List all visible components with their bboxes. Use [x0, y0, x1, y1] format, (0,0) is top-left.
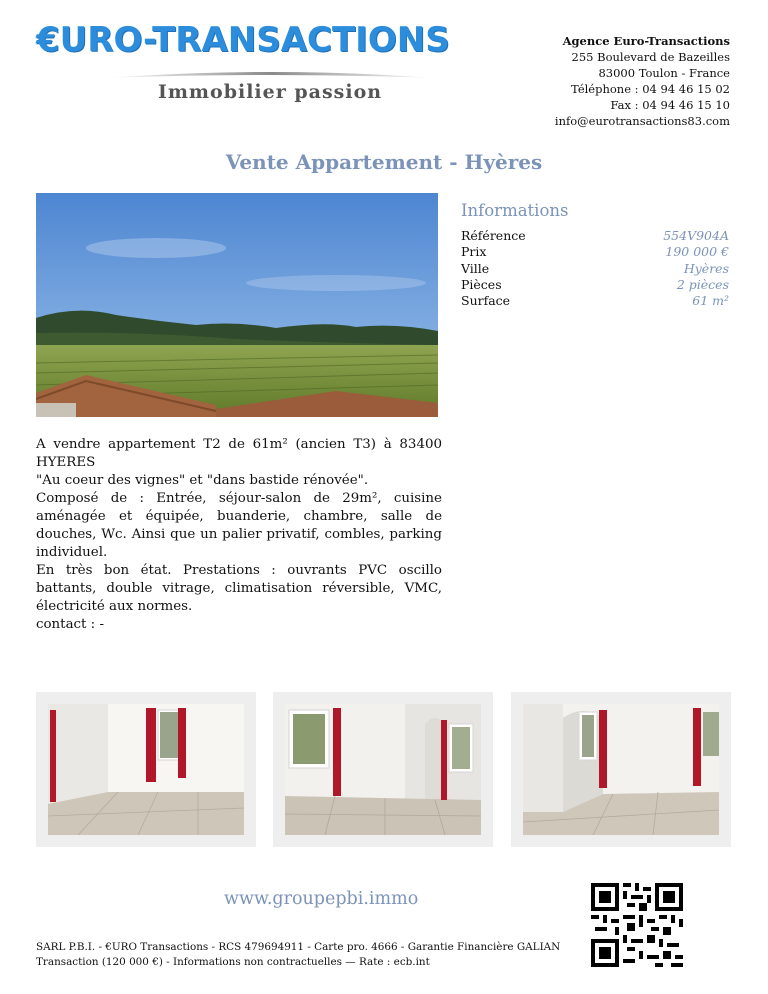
info-row-reference: [461, 228, 729, 244]
agency-contact-block: [470, 33, 730, 129]
info-value: 190 000 €: [665, 244, 729, 260]
qr-code-icon: [591, 883, 683, 967]
room-photo-thumbnail-2[interactable]: [273, 692, 493, 847]
description-paragraph: contact : -: [36, 617, 104, 632]
description-paragraph: "Au coeur des vignes" et "dans bastide rénovée".: [36, 473, 369, 488]
footer-line2: Transaction (120 000 €) - Informations non contractuelles — Rate : ecb.int: [36, 956, 430, 968]
room-photo-thumbnail-3[interactable]: [511, 692, 731, 847]
info-row-rooms: [461, 277, 729, 293]
info-label: Ville: [461, 260, 490, 276]
info-value: 61 m²: [692, 293, 729, 309]
description-paragraph: A vendre appartement T2 de 61m² (ancien T3) à 83400 HYERES: [36, 437, 442, 470]
info-row-price: [461, 244, 729, 260]
room-photo-image: [285, 704, 481, 835]
info-value: 554V904A: [663, 228, 729, 243]
room-photo-image: [523, 704, 719, 835]
logo-tagline: Immobilier passion: [157, 81, 383, 103]
informations-table: [461, 228, 729, 309]
info-row-city: [461, 261, 729, 277]
info-label: Pièces: [461, 276, 502, 292]
info-label: Référence: [461, 228, 526, 243]
agency-fax: Fax : 04 94 46 15 10: [610, 98, 730, 112]
agency-address-line2: 83000 Toulon - France: [598, 66, 730, 80]
footer-line1: SARL P.B.I. - €URO Transactions - RCS 479694911 - Carte pro. 4666 - Garantie Financière GALIAN: [36, 941, 561, 953]
main-property-photo: [36, 193, 438, 417]
info-value: Hyères: [683, 260, 729, 276]
info-row-surface: [461, 293, 729, 309]
agency-email[interactable]: info@eurotransactions83.com: [554, 114, 730, 128]
description-paragraph: En très bon état. Prestations : ouvrants PVC oscillo battants, double vitrage, climatisation réversible, VMC, électricité aux normes.: [36, 563, 442, 614]
info-label: Prix: [461, 244, 487, 260]
company-logo: [36, 18, 502, 110]
agency-address-line1: 255 Boulevard de Bazeilles: [571, 50, 730, 64]
listing-title: Vente Appartement - Hyères: [225, 150, 543, 174]
info-value: 2 pièces: [676, 276, 729, 292]
agency-name: Agence Euro-Transactions: [562, 34, 730, 48]
logo-brand-text: €URO-TRANSACTIONS: [36, 20, 450, 60]
website-link[interactable]: www.groupepbi.immo: [224, 889, 419, 909]
informations-heading: Informations: [461, 201, 569, 220]
room-photo-image: [48, 704, 244, 835]
agency-phone: Téléphone : 04 94 46 15 02: [571, 82, 730, 96]
description-paragraph: Composé de : Entrée, séjour-salon de 29m², cuisine aménagée et équipée, buanderie, chambre, salle de douches, Wc. Ainsi que un palier privatif, combles, parking individuel.: [36, 491, 442, 560]
property-description: [36, 436, 442, 634]
room-photo-thumbnail-1[interactable]: [36, 692, 256, 847]
legal-footer: [36, 940, 576, 970]
info-label: Surface: [461, 293, 511, 309]
landscape-image: [36, 193, 438, 417]
